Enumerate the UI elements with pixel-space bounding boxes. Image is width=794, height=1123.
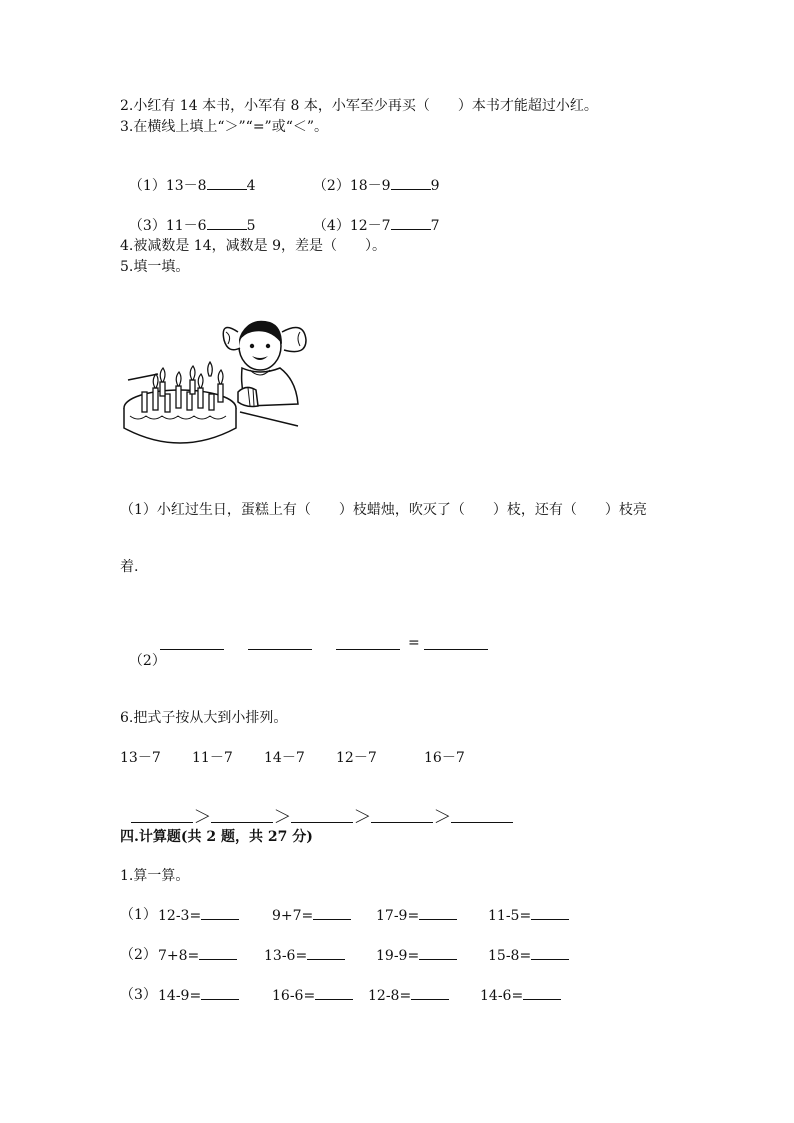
question-6-title: 6.把式子按从大到小排列。 bbox=[120, 710, 288, 726]
problem-text: 17-9= bbox=[376, 908, 420, 924]
problem-text: 13-6= bbox=[264, 948, 308, 964]
item-label: （3） bbox=[128, 218, 166, 234]
greater-than-sign: ＞ bbox=[273, 807, 292, 828]
answer-blank[interactable] bbox=[207, 176, 247, 190]
answer-blank[interactable] bbox=[199, 946, 237, 960]
calc-problem bbox=[158, 906, 239, 925]
answer-blank[interactable] bbox=[315, 986, 353, 1000]
item-expression: 13－8 bbox=[165, 178, 207, 194]
problem-text: 14-9= bbox=[158, 988, 202, 1004]
answer-blank[interactable] bbox=[131, 806, 193, 823]
calc-problem bbox=[488, 906, 569, 925]
equals-sign: = bbox=[408, 635, 420, 651]
expression-2: 11－7 bbox=[192, 750, 233, 766]
answer-blank[interactable] bbox=[160, 636, 224, 650]
compare-item-1 bbox=[120, 158, 255, 195]
question-3-title: 3.在横线上填上“＞”“=”或“＜”。 bbox=[120, 119, 329, 135]
answer-blank[interactable] bbox=[248, 636, 312, 650]
question-5-line-1-continued: 着. bbox=[120, 559, 139, 575]
item-operand: 7 bbox=[430, 218, 440, 234]
question-5-title: 5.填一填。 bbox=[120, 259, 190, 275]
question-5-part-2 bbox=[120, 634, 166, 670]
item-operand: 4 bbox=[246, 178, 256, 194]
part-label: （2） bbox=[128, 653, 166, 669]
answer-blank[interactable] bbox=[307, 946, 345, 960]
answer-blank[interactable] bbox=[424, 636, 488, 650]
calc-problem bbox=[264, 946, 345, 965]
calc-problem bbox=[158, 946, 237, 965]
compare-item-3 bbox=[120, 198, 255, 235]
calc-row-3-label: （3） bbox=[120, 987, 157, 1003]
problem-text: 9+7= bbox=[272, 908, 314, 924]
answer-blank[interactable] bbox=[411, 986, 449, 1000]
calc-row-1-label: （1） bbox=[120, 907, 157, 923]
item-expression: 18－9 bbox=[349, 178, 391, 194]
problem-text: 11-5= bbox=[488, 908, 532, 924]
item-operand: 5 bbox=[246, 218, 256, 234]
answer-blank[interactable] bbox=[313, 906, 351, 920]
answer-blank[interactable] bbox=[211, 806, 273, 823]
item-expression: 12－7 bbox=[349, 218, 391, 234]
expression-5: 16－7 bbox=[424, 750, 465, 766]
calc-problem bbox=[272, 906, 351, 925]
answer-blank[interactable] bbox=[336, 636, 400, 650]
calc-problem bbox=[376, 906, 457, 925]
question-2: 2.小红有 14 本书，小军有 8 本，小军至少再买（ ）本书才能超过小红。 bbox=[120, 98, 598, 114]
problem-text: 14-6= bbox=[480, 988, 524, 1004]
calc-problem bbox=[376, 946, 457, 965]
answer-blank[interactable] bbox=[291, 806, 353, 823]
calc-problem bbox=[480, 986, 561, 1005]
item-label: （1） bbox=[128, 178, 166, 194]
compare-item-2 bbox=[304, 158, 439, 195]
answer-blank[interactable] bbox=[419, 946, 457, 960]
problem-text: 12-8= bbox=[368, 988, 412, 1004]
answer-blank[interactable] bbox=[391, 216, 431, 230]
item-label: （2） bbox=[312, 178, 350, 194]
calc-problem bbox=[272, 986, 353, 1005]
ordering-row bbox=[120, 786, 513, 828]
answer-blank[interactable] bbox=[371, 806, 433, 823]
answer-blank[interactable] bbox=[201, 906, 239, 920]
answer-blank[interactable] bbox=[451, 806, 513, 823]
answer-blank[interactable] bbox=[419, 906, 457, 920]
problem-text: 15-8= bbox=[488, 948, 532, 964]
answer-blank[interactable] bbox=[391, 176, 431, 190]
greater-than-sign: ＞ bbox=[433, 807, 452, 828]
answer-blank[interactable] bbox=[523, 986, 561, 1000]
section-4-heading: 四.计算题(共 2 题，共 27 分) bbox=[120, 829, 313, 845]
item-operand: 9 bbox=[430, 178, 440, 194]
answer-blank[interactable] bbox=[201, 986, 239, 1000]
calc-problem bbox=[488, 946, 569, 965]
birthday-cake-illustration bbox=[120, 310, 320, 462]
question-4: 4.被减数是 14，减数是 9，差是（ ）。 bbox=[120, 238, 386, 254]
problem-text: 19-9= bbox=[376, 948, 420, 964]
problem-text: 12-3= bbox=[158, 908, 202, 924]
greater-than-sign: ＞ bbox=[193, 807, 212, 828]
problem-text: 7+8= bbox=[158, 948, 200, 964]
item-expression: 11－6 bbox=[165, 218, 207, 234]
question-5-line-1: （1）小红过生日，蛋糕上有（ ）枝蜡烛，吹灭了（ ）枝，还有（ ）枝亮 bbox=[120, 502, 647, 518]
expression-1: 13－7 bbox=[120, 750, 161, 766]
answer-blank[interactable] bbox=[531, 906, 569, 920]
greater-than-sign: ＞ bbox=[353, 807, 372, 828]
calc-problem bbox=[368, 986, 449, 1005]
answer-blank[interactable] bbox=[207, 216, 247, 230]
answer-blank[interactable] bbox=[531, 946, 569, 960]
expression-4: 12－7 bbox=[336, 750, 377, 766]
calc-question-1-title: 1.算一算。 bbox=[120, 868, 190, 884]
compare-item-4 bbox=[304, 198, 439, 235]
expression-3: 14－7 bbox=[264, 750, 305, 766]
problem-text: 16-6= bbox=[272, 988, 316, 1004]
calc-problem bbox=[158, 986, 239, 1005]
calc-row-2-label: （2） bbox=[120, 947, 157, 963]
item-label: （4） bbox=[312, 218, 350, 234]
